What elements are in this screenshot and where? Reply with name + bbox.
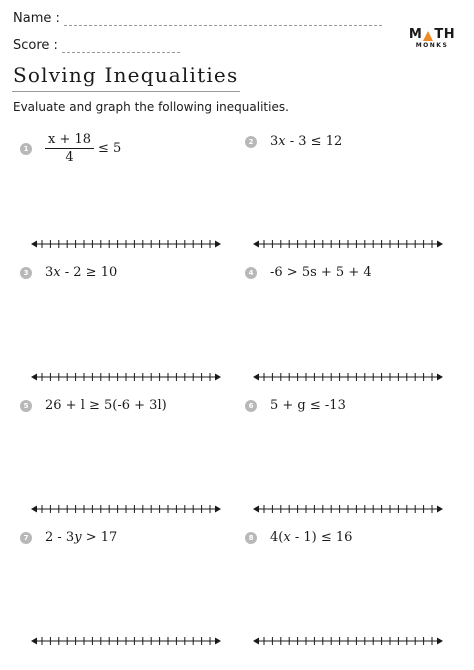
expr-variable: x xyxy=(53,265,61,280)
number-line-svg[interactable] xyxy=(252,370,444,384)
expr-pre: 4( xyxy=(270,530,284,545)
problem-number-badge: 6 xyxy=(245,400,257,412)
title-underline xyxy=(12,91,240,92)
problem-number-badge: 5 xyxy=(20,400,32,412)
logo-th: TH xyxy=(434,27,456,42)
expr-post: - 2 ≥ 10 xyxy=(60,265,118,280)
problem-number-badge: 3 xyxy=(20,267,32,279)
arrow-right-icon xyxy=(215,241,221,248)
arrow-right-icon xyxy=(215,506,221,513)
problem-8 xyxy=(245,530,352,545)
problem-5 xyxy=(20,398,167,413)
logo-triangle-icon xyxy=(423,31,433,41)
problem-expression xyxy=(45,132,121,165)
math-monks-logo xyxy=(410,27,454,49)
arrow-right-icon xyxy=(437,241,443,248)
arrow-right-icon xyxy=(437,506,443,513)
problem-3 xyxy=(20,265,117,280)
number-line-svg[interactable] xyxy=(30,237,222,251)
number-line-svg[interactable] xyxy=(252,502,444,516)
fraction-denominator: 4 xyxy=(65,150,74,165)
number-line-8[interactable] xyxy=(252,634,444,648)
problem-number-badge: 4 xyxy=(245,267,257,279)
expr-pre: 2 - 3 xyxy=(45,530,75,545)
expression-rest: ≤ 5 xyxy=(98,141,122,156)
arrow-left-icon xyxy=(253,241,259,248)
expr-variable: x xyxy=(278,134,286,149)
name-input-line[interactable] xyxy=(64,13,382,26)
expr-variable: x xyxy=(283,530,291,545)
number-line-svg[interactable] xyxy=(30,634,222,648)
number-line-2[interactable] xyxy=(252,237,444,251)
name-field[interactable] xyxy=(13,11,382,26)
arrow-left-icon xyxy=(253,638,259,645)
logo-subtitle: MONKS xyxy=(415,42,449,49)
number-line-svg[interactable] xyxy=(30,502,222,516)
number-line-5[interactable] xyxy=(30,502,222,516)
expr-pre: 3 xyxy=(45,265,54,280)
arrow-left-icon xyxy=(253,506,259,513)
expr-pre: 3 xyxy=(270,134,279,149)
page-title: Solving Inequalities xyxy=(13,63,239,87)
number-line-3[interactable] xyxy=(30,370,222,384)
number-line-6[interactable] xyxy=(252,502,444,516)
problem-number-badge: 2 xyxy=(245,136,257,148)
problem-number-badge: 1 xyxy=(20,143,32,155)
expr-post: - 3 ≤ 12 xyxy=(285,134,343,149)
name-label: Name : xyxy=(13,11,60,26)
arrow-right-icon xyxy=(437,374,443,381)
logo-m: M xyxy=(408,27,423,42)
problem-1 xyxy=(20,132,121,165)
problem-expression: 26 + l ≥ 5(-6 + 3l) xyxy=(45,398,167,413)
expr-post: > 17 xyxy=(81,530,118,545)
arrow-left-icon xyxy=(31,638,37,645)
number-line-7[interactable] xyxy=(30,634,222,648)
arrow-right-icon xyxy=(215,638,221,645)
problem-number-badge: 7 xyxy=(20,532,32,544)
arrow-left-icon xyxy=(31,506,37,513)
arrow-right-icon xyxy=(215,374,221,381)
fraction-numerator: x + 18 xyxy=(45,132,94,149)
problem-6 xyxy=(245,398,346,413)
arrow-right-icon xyxy=(437,638,443,645)
problem-2 xyxy=(245,134,342,149)
problem-4 xyxy=(245,265,372,280)
problem-expression: -6 > 5s + 5 + 4 xyxy=(270,265,372,280)
problem-number-badge: 8 xyxy=(245,532,257,544)
arrow-left-icon xyxy=(31,374,37,381)
problem-expression xyxy=(270,530,352,545)
expr-variable: y xyxy=(74,530,82,545)
problem-expression xyxy=(45,265,117,280)
number-line-svg[interactable] xyxy=(252,237,444,251)
fraction xyxy=(45,132,94,165)
score-input-line[interactable] xyxy=(62,40,180,53)
number-line-svg[interactable] xyxy=(252,634,444,648)
problem-expression: 5 + g ≤ -13 xyxy=(270,398,346,413)
number-line-1[interactable] xyxy=(30,237,222,251)
instructions: Evaluate and graph the following inequalities. xyxy=(13,100,289,114)
score-field[interactable] xyxy=(13,38,180,53)
arrow-left-icon xyxy=(253,374,259,381)
number-line-4[interactable] xyxy=(252,370,444,384)
problem-expression xyxy=(270,134,342,149)
number-line-svg[interactable] xyxy=(30,370,222,384)
problem-expression xyxy=(45,530,117,545)
arrow-left-icon xyxy=(31,241,37,248)
expr-post: - 1) ≤ 16 xyxy=(290,530,353,545)
problem-7 xyxy=(20,530,117,545)
score-label: Score : xyxy=(13,38,58,53)
